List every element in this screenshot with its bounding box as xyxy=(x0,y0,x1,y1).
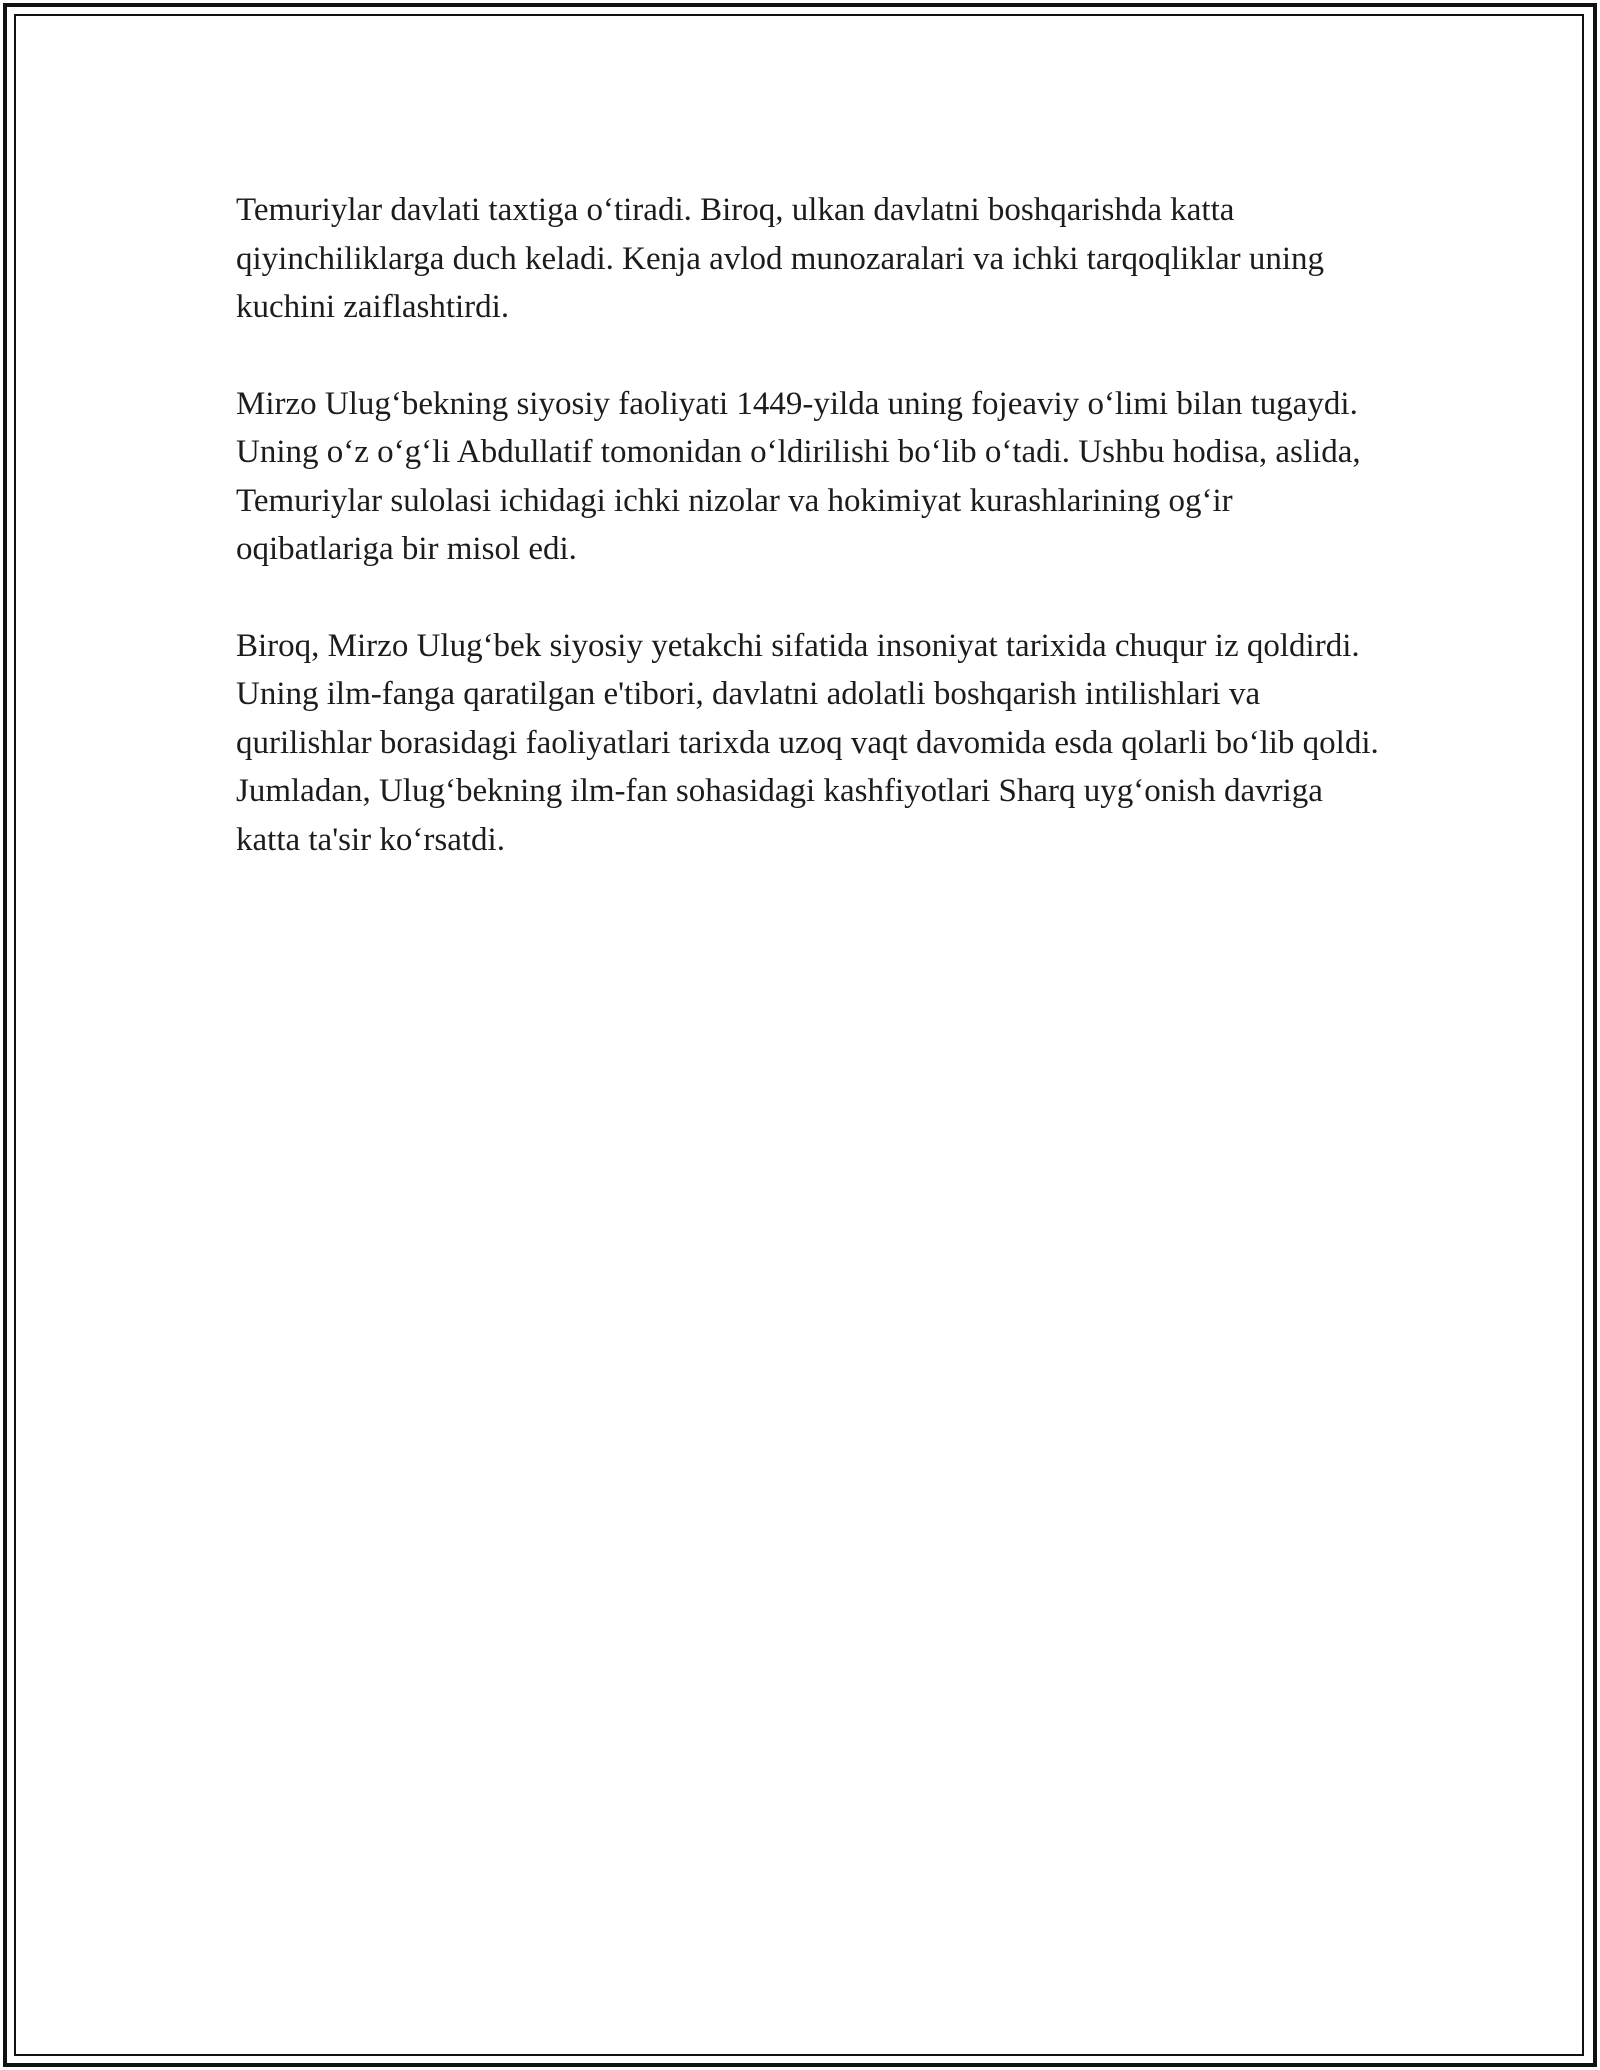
paragraph-2: Mirzo Ulugʻbekning siyosiy faoliyati 1449-yilda uning fojeaviy oʻlimi bilan tugaydi. Uning oʻz oʻgʻli Abdullatif tomonidan oʻldirilishi boʻlib oʻtadi. Ushbu hodisa, aslida, Temuriylar sulolasi ichidagi ichki nizolar va hokimiyat kurashlarining ogʻir oqibatlariga bir misol edi. xyxy=(236,385,1361,567)
paragraph-1: Temuriylar davlati taxtiga oʻtiradi. Biroq, ulkan davlatni boshqarishda katta qiyinchiliklarga duch keladi. Kenja avlod munozaralari va ichki tarqoqliklar uning kuchini zaiflashtirdi. xyxy=(236,192,1325,325)
document-body xyxy=(236,186,1386,912)
paragraph-3: Biroq, Mirzo Ulugʻbek siyosiy yetakchi sifatida insoniyat tarixida chuqur iz qoldirdi. Uning ilm-fanga qaratilgan e'tibori, davlatni adolatli boshqarish intilishlari va qurilishlar borasidagi faoliyatlari tarixda uzoq vaqt davomida esda qolarli boʻlib qoldi. Jumladan, Ulugʻbekning ilm-fan sohasidagi kashfiyotlari Sharq uygʻonish davriga katta ta'sir koʻrsatdi. xyxy=(236,627,1379,858)
